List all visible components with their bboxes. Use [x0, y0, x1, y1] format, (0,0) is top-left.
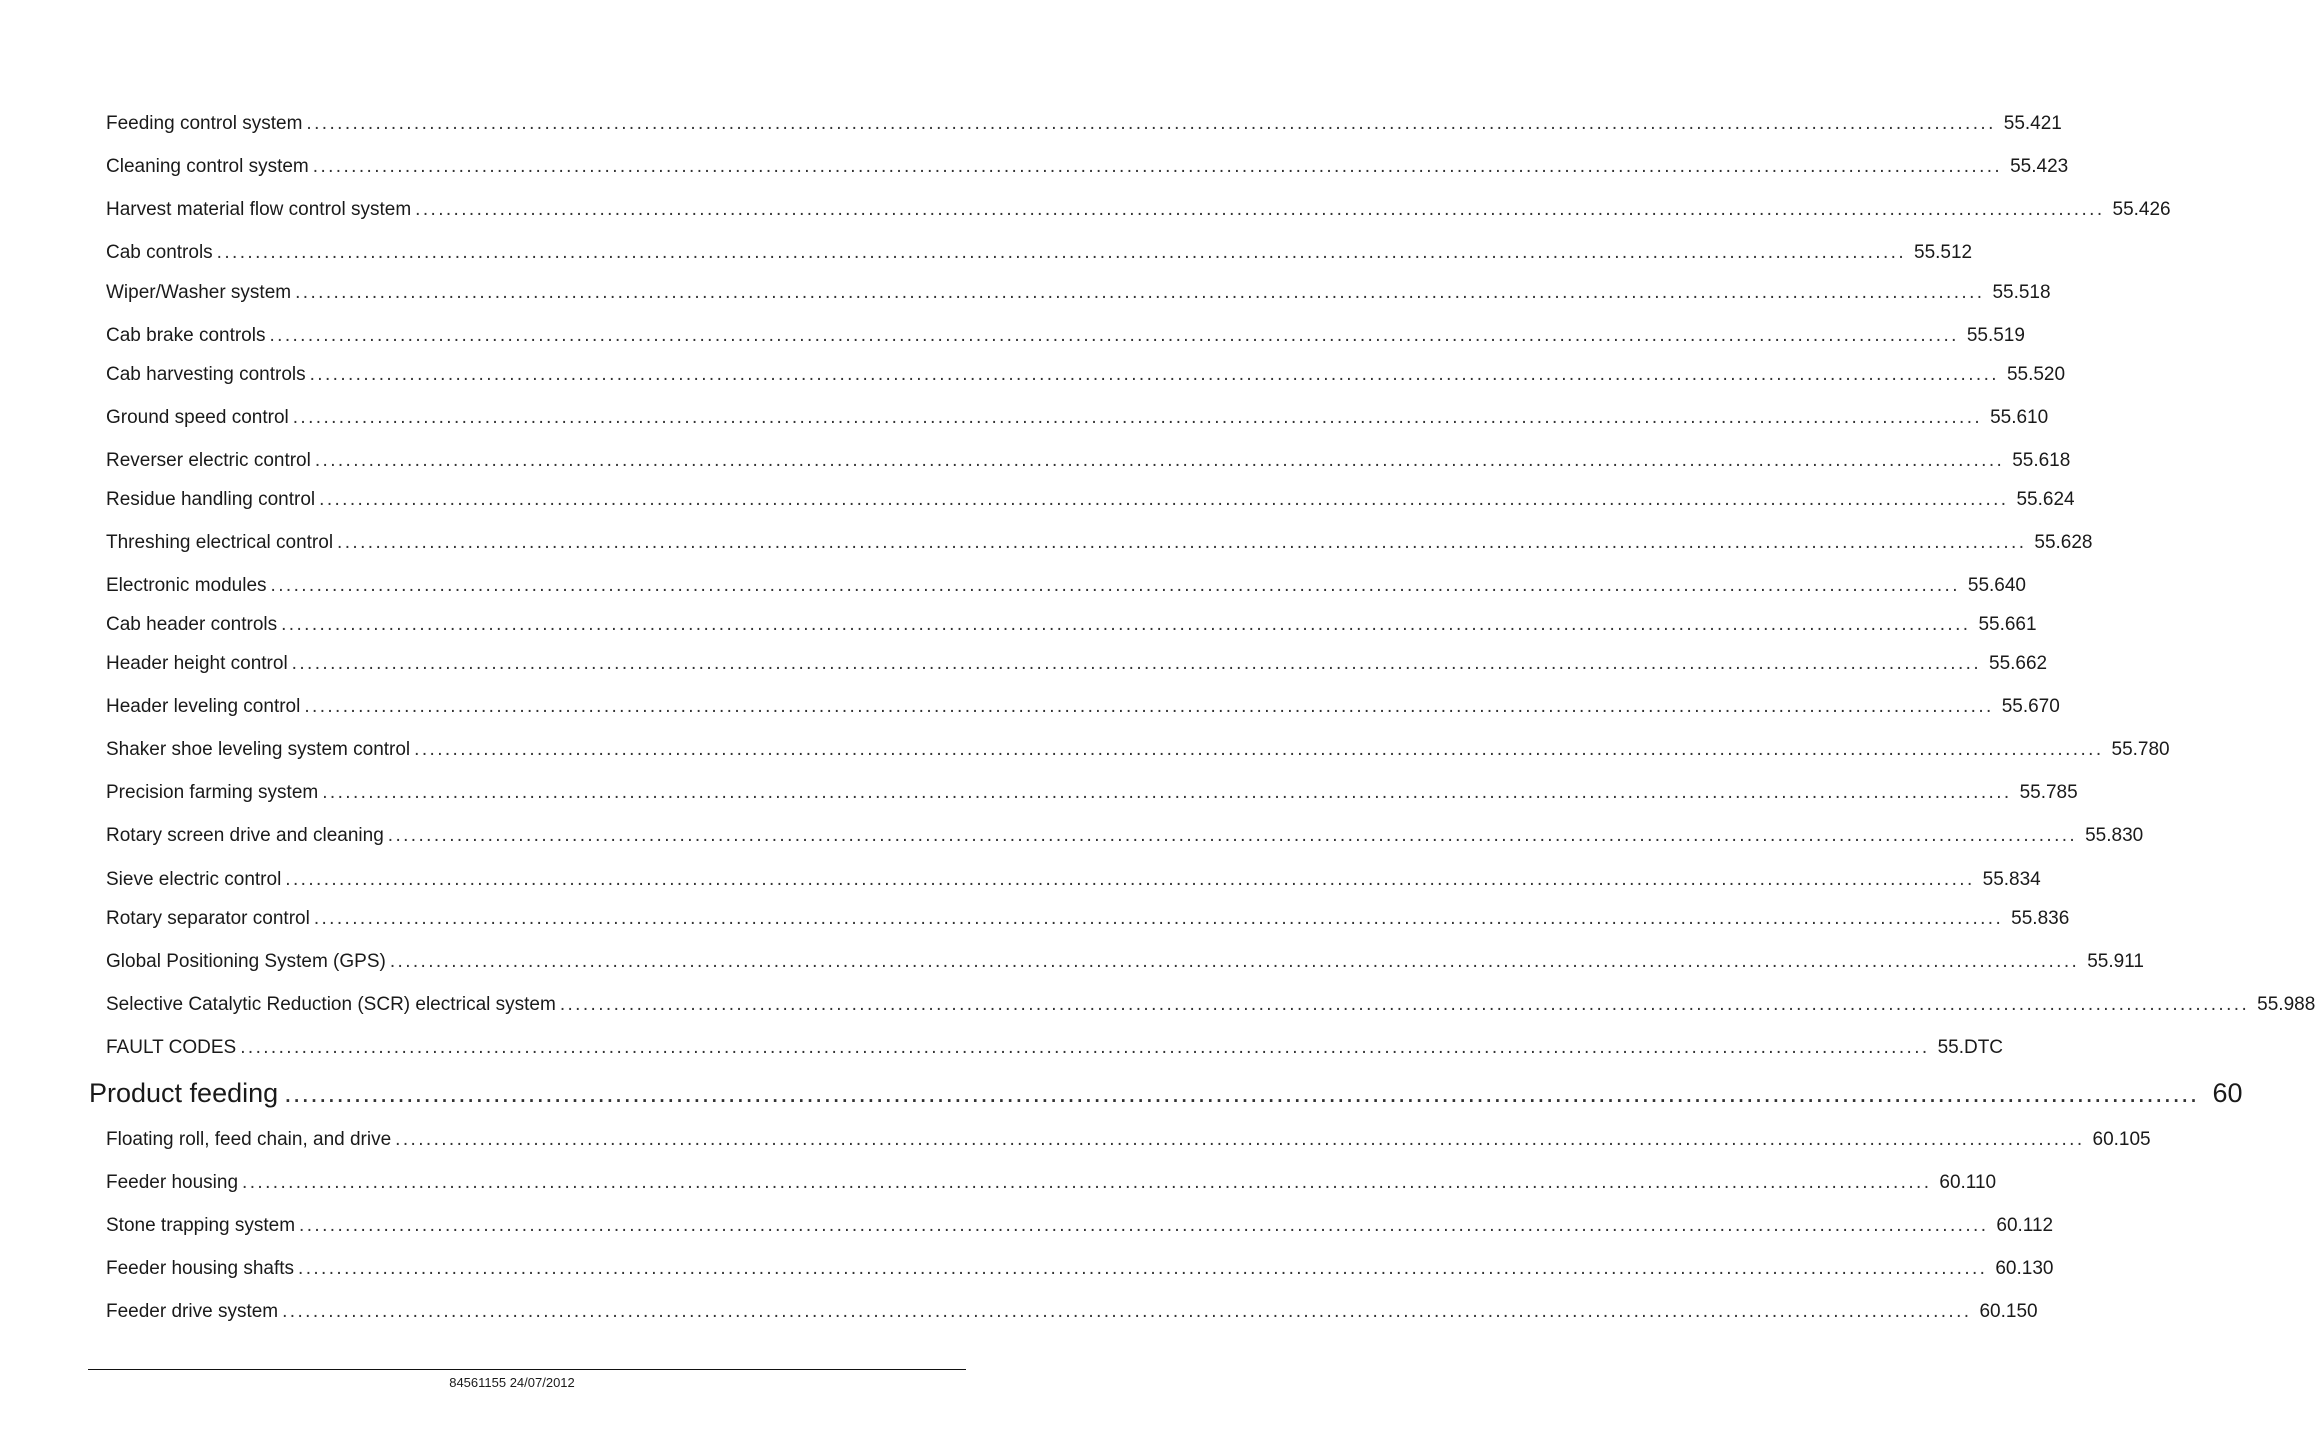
toc-entry-page: 55.520 — [2006, 364, 2066, 385]
toc-entry[interactable] — [106, 950, 2144, 974]
toc-section-entry[interactable] — [89, 1076, 2243, 1110]
dot-leader: ............................................................................................................................................................................................................................ — [295, 282, 1985, 303]
dot-leader: ............................................................................................................................................................................................................................ — [395, 1129, 2085, 1150]
toc-entry-page: 55.421 — [2003, 113, 2062, 134]
toc-entry-page: 55.640 — [1967, 575, 2026, 596]
toc-entry-title: Stone trapping system — [106, 1215, 296, 1236]
toc-entry[interactable] — [106, 1257, 2054, 1281]
toc-entry-page: 55.610 — [1990, 407, 2049, 428]
toc-entry-title: Shaker shoe leveling system control — [106, 739, 411, 760]
toc-entry[interactable] — [106, 738, 2170, 762]
footer-doc-id: 84561155 24/07/2012 — [449, 1375, 575, 1390]
toc-entry[interactable] — [106, 155, 2069, 179]
toc-entry-title: Sieve electric control — [106, 869, 282, 890]
footer-divider — [88, 1369, 966, 1370]
toc-entry-page: 55.670 — [2001, 696, 2060, 717]
dot-leader: ............................................................................................................................................................................................................................ — [319, 489, 2009, 510]
toc-entry-title: FAULT CODES — [106, 1037, 237, 1058]
toc-entry[interactable] — [106, 781, 2078, 805]
toc-entry-title: Global Positioning System (GPS) — [106, 951, 386, 972]
dot-leader: ............................................................................................................................................................................................................................ — [285, 869, 1975, 890]
toc-entry[interactable] — [106, 907, 2070, 931]
toc-entry-page: 55.426 — [2112, 199, 2171, 220]
toc-entry-title: Cab header controls — [106, 614, 278, 635]
dot-leader: ............................................................................................................................................................................................................................ — [298, 1258, 1988, 1279]
dot-leader: ............................................................................................................................................................................................................................ — [270, 575, 1960, 596]
toc-entry[interactable] — [106, 488, 2075, 512]
toc-entry[interactable] — [106, 1171, 1997, 1195]
dot-leader: ............................................................................................................................................................................................................................ — [304, 696, 1994, 717]
toc-entry[interactable] — [106, 574, 2026, 598]
toc-entry-page: 55.911 — [2087, 951, 2144, 972]
toc-entry-page: 55.518 — [1992, 282, 2051, 303]
toc-section-title: Product feeding — [89, 1078, 279, 1108]
toc-entry[interactable] — [106, 112, 2062, 136]
toc-entry-title: Rotary screen drive and cleaning — [106, 825, 384, 846]
dot-leader: ............................................................................................................................................................................................................................ — [242, 1172, 1932, 1193]
toc-entry[interactable] — [106, 198, 2171, 222]
dot-leader: ............................................................................................................................................................................................................................ — [216, 242, 1907, 263]
toc-entry[interactable] — [106, 324, 2025, 348]
toc-entry-title: Reverser electric control — [106, 450, 311, 471]
toc-entry[interactable] — [106, 652, 2048, 676]
toc-entry-title: Precision farming system — [106, 782, 319, 803]
toc-entry-title: Feeder drive system — [106, 1301, 279, 1322]
toc-entry-title: Feeding control system — [106, 113, 303, 134]
toc-entry-title: Cab harvesting controls — [106, 364, 306, 385]
toc-entry-page: 55.618 — [2012, 450, 2071, 471]
dot-leader: ............................................................................................................................................................................................................................ — [281, 614, 1971, 635]
toc-entry-page: 60.105 — [2092, 1129, 2151, 1150]
toc-entry-title: Ground speed control — [106, 407, 289, 428]
toc-entry-title: Cab brake controls — [106, 325, 266, 346]
toc-entry-page: 55.DTC — [1937, 1037, 2004, 1058]
toc-entry-title: Cab controls — [106, 242, 213, 263]
toc-entry-title: Feeder housing shafts — [106, 1258, 295, 1279]
dot-leader: ............................................................................................................................................................................................................................ — [299, 1215, 1989, 1236]
toc-entry[interactable] — [106, 449, 2071, 473]
toc-entry-title: Harvest material flow control system — [106, 199, 412, 220]
dot-leader: ............................................................................................................................................................................................................................ — [291, 653, 1982, 674]
dot-leader: ............................................................................................................................................................................................................................ — [312, 156, 2003, 177]
toc-entry-title: Selective Catalytic Reduction (SCR) electrical system — [106, 994, 556, 1015]
toc-entry-title: Residue handling control — [106, 489, 316, 510]
dot-leader: ............................................................................................................................................................................................................................ — [309, 364, 1999, 385]
toc-entry-page: 55.836 — [2011, 908, 2070, 929]
dot-leader: ............................................................................................................................................................................................................................ — [314, 450, 2005, 471]
toc-entry-title: Cleaning control system — [106, 156, 309, 177]
toc-entry[interactable] — [106, 363, 2066, 387]
dot-leader: ............................................................................................................................................................................................................................ — [389, 951, 2080, 972]
toc-entry-page: 60.112 — [1996, 1215, 2054, 1236]
toc-entry-page: 55.624 — [2016, 489, 2075, 510]
toc-entry[interactable] — [106, 824, 2144, 848]
dot-leader: ............................................................................................................................................................................................................................ — [313, 908, 2004, 929]
dot-leader: ............................................................................................................................................................................................................................ — [414, 739, 2104, 760]
toc-entry-title: Feeder housing — [106, 1172, 239, 1193]
toc-entry[interactable] — [106, 1128, 2151, 1152]
dot-leader: ............................................................................................................................................................................................................................ — [337, 532, 2027, 553]
dot-leader: ............................................................................................................................................................................................................................ — [240, 1037, 1930, 1058]
toc-entry-page: 55.662 — [1989, 653, 2048, 674]
toc-entry-page: 55.834 — [1982, 869, 2041, 890]
toc-entry-page: 55.780 — [2111, 739, 2170, 760]
toc-section-page: 60 — [2212, 1078, 2243, 1108]
toc-entry[interactable] — [106, 993, 2315, 1017]
dot-leader: ............................................................................................................................................................................................................................ — [322, 782, 2012, 803]
dot-leader: ............................................................................................................................................................................................................................ — [269, 325, 1959, 346]
toc-entry[interactable] — [106, 1214, 2054, 1238]
dot-leader: ............................................................................................................................................................................................................................ — [559, 994, 2250, 1015]
toc-entry-page: 55.628 — [2034, 532, 2093, 553]
toc-entry-title: Header height control — [106, 653, 288, 674]
toc-entry-title: Electronic modules — [106, 575, 267, 596]
toc-entry-page: 60.130 — [1995, 1258, 2054, 1279]
dot-leader: ............................................................................................................................................................................................................................ — [282, 1301, 1972, 1322]
toc-entry[interactable] — [106, 695, 2060, 719]
toc-entry[interactable] — [106, 281, 2051, 305]
dot-leader: ............................................................................................................................................................................................................................ — [387, 825, 2078, 846]
toc-entry-page: 60.150 — [1979, 1301, 2038, 1322]
toc-entry[interactable] — [106, 241, 1973, 265]
toc-entry-page: 55.988 — [2257, 994, 2315, 1015]
toc-entry-title: Rotary separator control — [106, 908, 310, 929]
toc-entry[interactable] — [106, 868, 2041, 892]
toc-entry-title: Wiper/Washer system — [106, 282, 292, 303]
toc-entry-title: Threshing electrical control — [106, 532, 334, 553]
dot-leader: ............................................................................................................................................................................................................................ — [415, 199, 2105, 220]
dot-leader: ............................................................................................................................................................................................................................ — [306, 113, 1996, 134]
toc-entry-title: Header leveling control — [106, 696, 301, 717]
toc-entry-page: 55.785 — [2019, 782, 2078, 803]
toc-entry[interactable] — [106, 1300, 2038, 1324]
toc-entry[interactable] — [106, 406, 2049, 430]
dot-leader: ............................................................................................................................................................................................................................ — [284, 1078, 2199, 1108]
dot-leader: ............................................................................................................................................................................................................................ — [292, 407, 1983, 428]
toc-entry-page: 55.830 — [2085, 825, 2144, 846]
toc-entry-page: 60.110 — [1939, 1172, 1997, 1193]
toc-entry[interactable] — [106, 613, 2037, 637]
toc-entry-page: 55.512 — [1914, 242, 1973, 263]
toc-entry-page: 55.661 — [1978, 614, 2037, 635]
toc-entry[interactable] — [106, 531, 2093, 555]
toc-entry-title: Floating roll, feed chain, and drive — [106, 1129, 392, 1150]
toc-entry-page: 55.519 — [1966, 325, 2025, 346]
toc-entry-page: 55.423 — [2010, 156, 2069, 177]
toc-entry[interactable] — [106, 1036, 2004, 1060]
